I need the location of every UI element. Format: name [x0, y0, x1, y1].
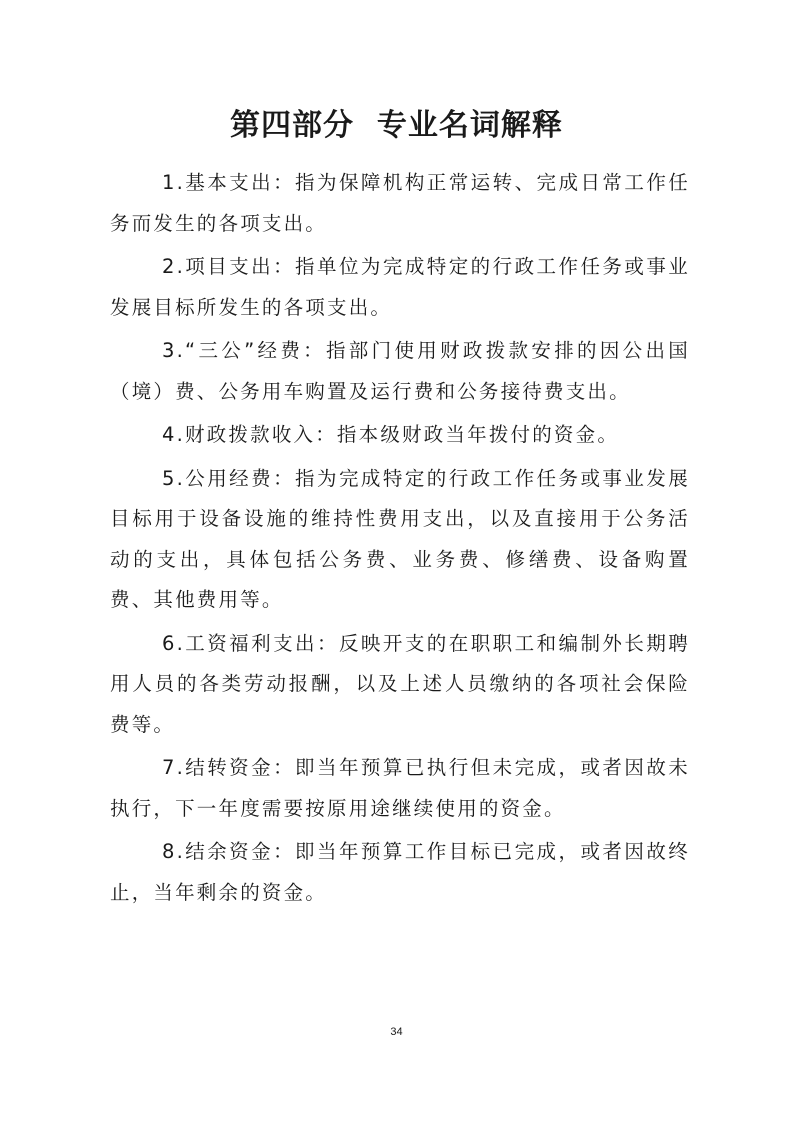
definition-term: 基本支出： [185, 171, 296, 194]
definition-item [110, 832, 690, 913]
definition-text: 指为保障机构正常运转、完成日常工作任务而发生的各项支出。 [110, 171, 690, 235]
definition-item [110, 624, 690, 746]
definition-term: 结转资金： [185, 756, 296, 779]
page-number: 34 [390, 1026, 403, 1038]
definition-term: 项目支出： [185, 255, 296, 278]
definition-number: 6. [162, 631, 186, 655]
definitions-list [110, 163, 690, 916]
definition-number: 2. [162, 255, 186, 278]
definition-term: 工资福利支出： [185, 631, 339, 655]
definition-text: 即当年预算工作目标已完成，或者因故终止，当年剩余的资金。 [110, 840, 690, 904]
definition-text: 反映开支的在职职工和编制外长期聘用人员的各类劳动报酬，以及上述人员缴纳的各项社会保险费等。 [110, 631, 691, 736]
definition-text: 指单位为完成特定的行政工作任务或事业发展目标所发生的各项支出。 [110, 255, 690, 319]
definition-number: 3. [162, 339, 186, 362]
definition-number: 4. [162, 423, 186, 446]
definition-term: 财政拨款收入： [185, 423, 337, 446]
definition-number: 8. [162, 840, 186, 863]
definition-term: 结余资金： [185, 840, 296, 863]
definition-item [110, 415, 690, 456]
definition-item [110, 247, 690, 328]
definition-text: 指本级财政当年拨付的资金。 [336, 423, 620, 446]
definition-number: 7. [162, 756, 186, 779]
definition-item [110, 459, 690, 621]
definition-text: 即当年预算已执行但未完成，或者因故未执行，下一年度需要按原用途继续使用的资金。 [110, 756, 690, 820]
definition-text: 指为完成特定的行政工作任务或事业发展目标用于设备设施的维持性费用支出，以及直接用于公务活动的支出，具体包括公务费、业务费、修缮费、设备购置费、其他费用等。 [110, 466, 690, 611]
definition-number: 1. [162, 171, 186, 194]
definition-item [110, 163, 690, 244]
page-title: 第四部分 专业名词解释 [230, 108, 563, 143]
definition-term: 公用经费： [185, 466, 296, 490]
definition-item [110, 331, 690, 412]
definition-item [110, 748, 690, 829]
definition-term: “三公”经费： [185, 339, 326, 362]
definition-number: 5. [162, 466, 186, 490]
definition-text: 指部门使用财政拨款安排的因公出国（境）费、公务用车购置及运行费和公务接待费支出。 [110, 339, 691, 403]
